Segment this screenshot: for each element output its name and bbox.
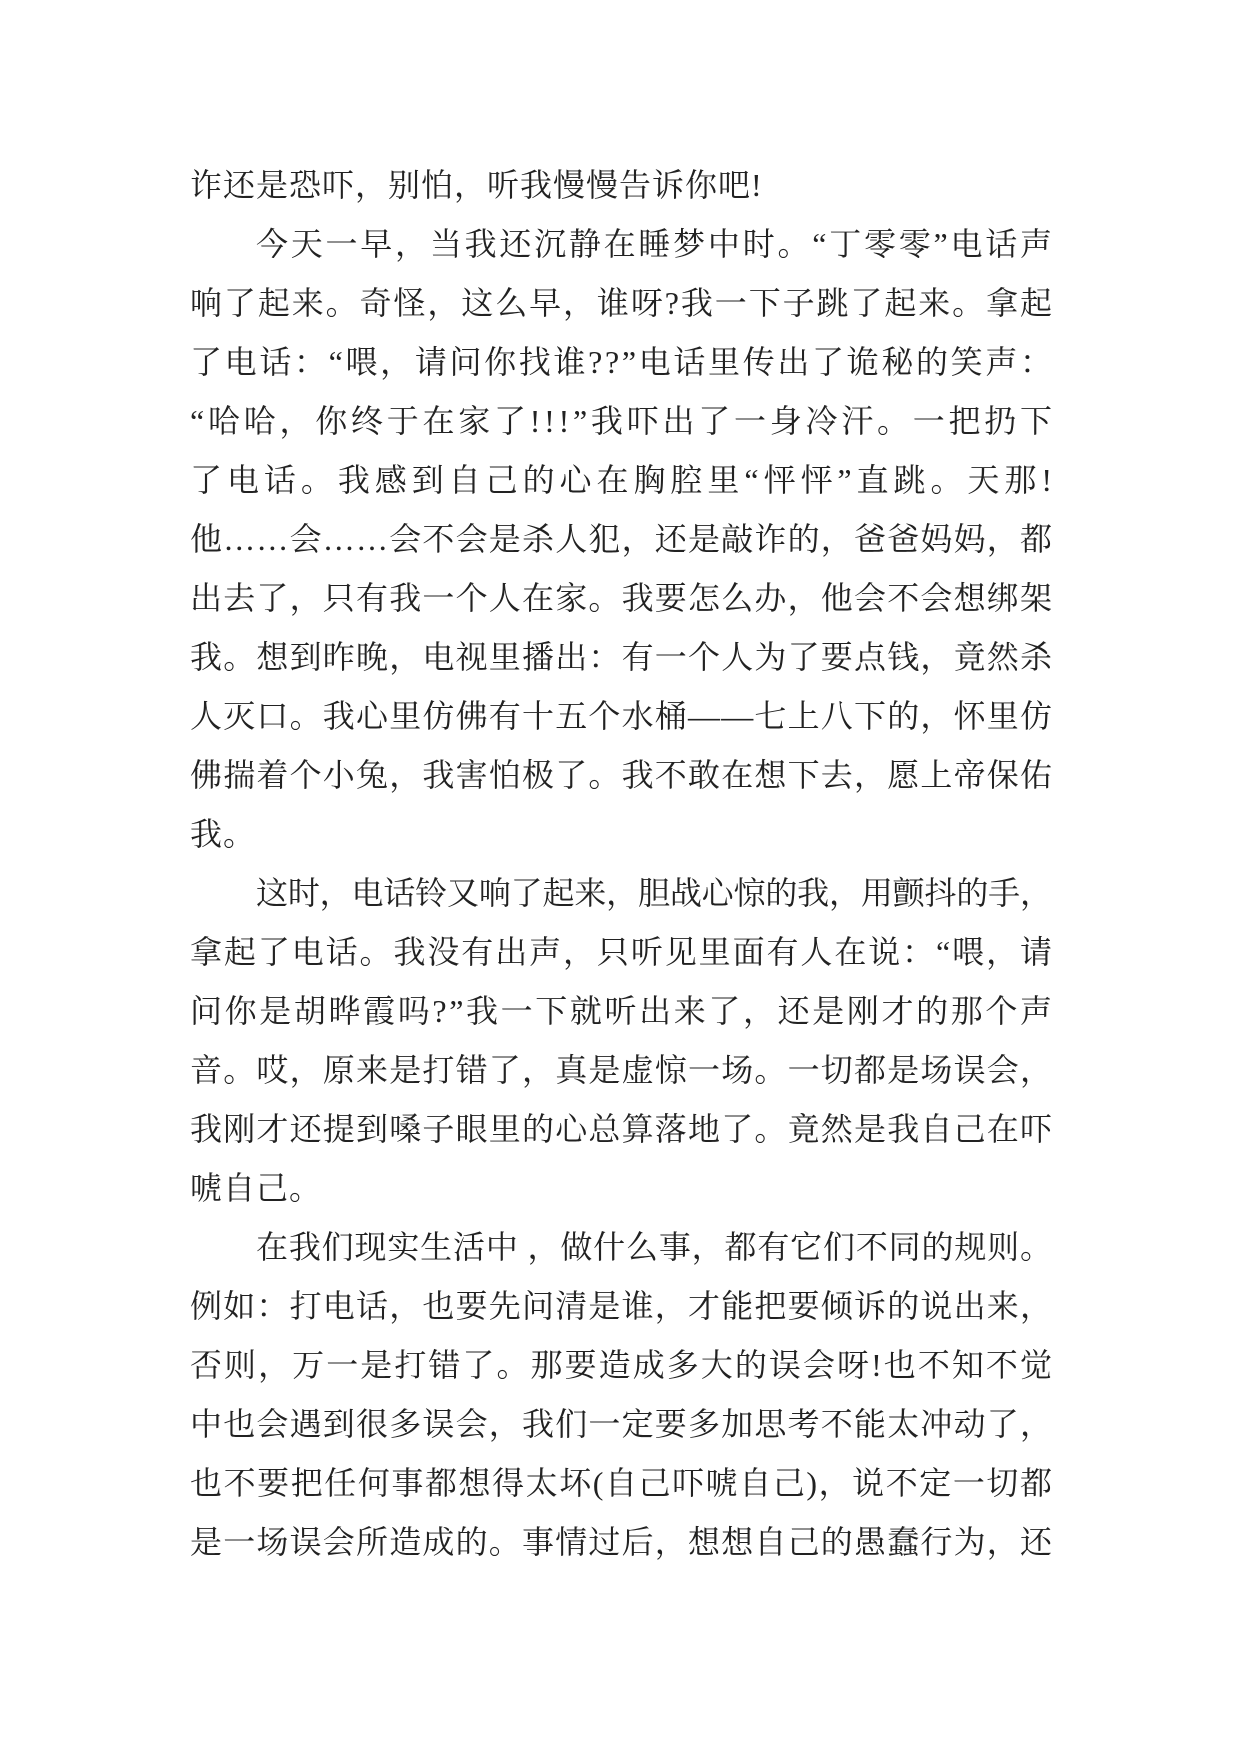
text-line: 问你是胡晔霞吗?”我一下就听出来了，还是刚才的那个声 [190,993,1055,1029]
text-line: 了电话。我感到自己的心在胸腔里“怦怦”直跳。天那! [190,462,1057,498]
text-line: 我。 [190,816,257,852]
text-line: 否则，万一是打错了。那要造成多大的误会呀!也不知不觉 [190,1347,1055,1383]
text-line: 我刚才还提到嗓子眼里的心总算落地了。竟然是我自己在吓 [190,1111,1054,1147]
text-line: 他……会……会不会是杀人犯，还是敲诈的，爸爸妈妈，都 [190,521,1054,557]
paragraph [190,156,1052,215]
text-line: 响了起来。奇怪，这么早，谁呀?我一下子跳了起来。拿起 [190,285,1054,321]
text-line: 也不要把任何事都想得太坏(自己吓唬自己)，说不定一切都 [190,1465,1054,1501]
text-line: 今天一早，当我还沉静在睡梦中时。“丁零零”电话声 [256,226,1055,262]
text-line: 唬自己。 [190,1170,323,1206]
paragraph [190,864,1055,1218]
text-line: 拿起了电话。我没有出声，只听见里面有人在说：“喂，请 [190,934,1054,970]
body-text [190,156,1057,1572]
text-line: 例如：打电话，也要先问清是谁，才能把要倾诉的说出来， [190,1288,1054,1324]
text-line: 这时，电话铃又响了起来，胆战心惊的我，用颤抖的手， [256,875,1052,911]
text-line: 出去了，只有我一个人在家。我要怎么办，他会不会想绑架 [190,580,1054,616]
text-line: “哈哈，你终于在家了!!!”我吓出了一身冷汗。一把扔下 [190,403,1056,439]
paragraph [190,215,1057,864]
paragraph [190,1218,1055,1572]
text-line: 在我们现实生活中 ，做什么事，都有它们不同的规则。 [256,1229,1053,1265]
text-line: 我。想到昨晚，电视里播出：有一个人为了要点钱，竟然杀 [190,639,1054,675]
text-line: 了电话：“喂，请问你找谁??”电话里传出了诡秘的笑声： [190,344,1055,380]
text-line: 中也会遇到很多误会，我们一定要多加思考不能太冲动了， [190,1406,1054,1442]
text-line: 是一场误会所造成的。事情过后，想想自己的愚蠢行为，还 [190,1524,1054,1560]
text-line: 诈还是恐吓，别怕，听我慢慢告诉你吧! [190,167,763,203]
text-line: 人灭口。我心里仿佛有十五个水桶——七上八下的，怀里仿 [190,698,1054,734]
text-line: 佛揣着个小兔，我害怕极了。我不敢在想下去，愿上帝保佑 [190,757,1054,793]
text-line: 音。哎，原来是打错了，真是虚惊一场。一切都是场误会， [190,1052,1054,1088]
